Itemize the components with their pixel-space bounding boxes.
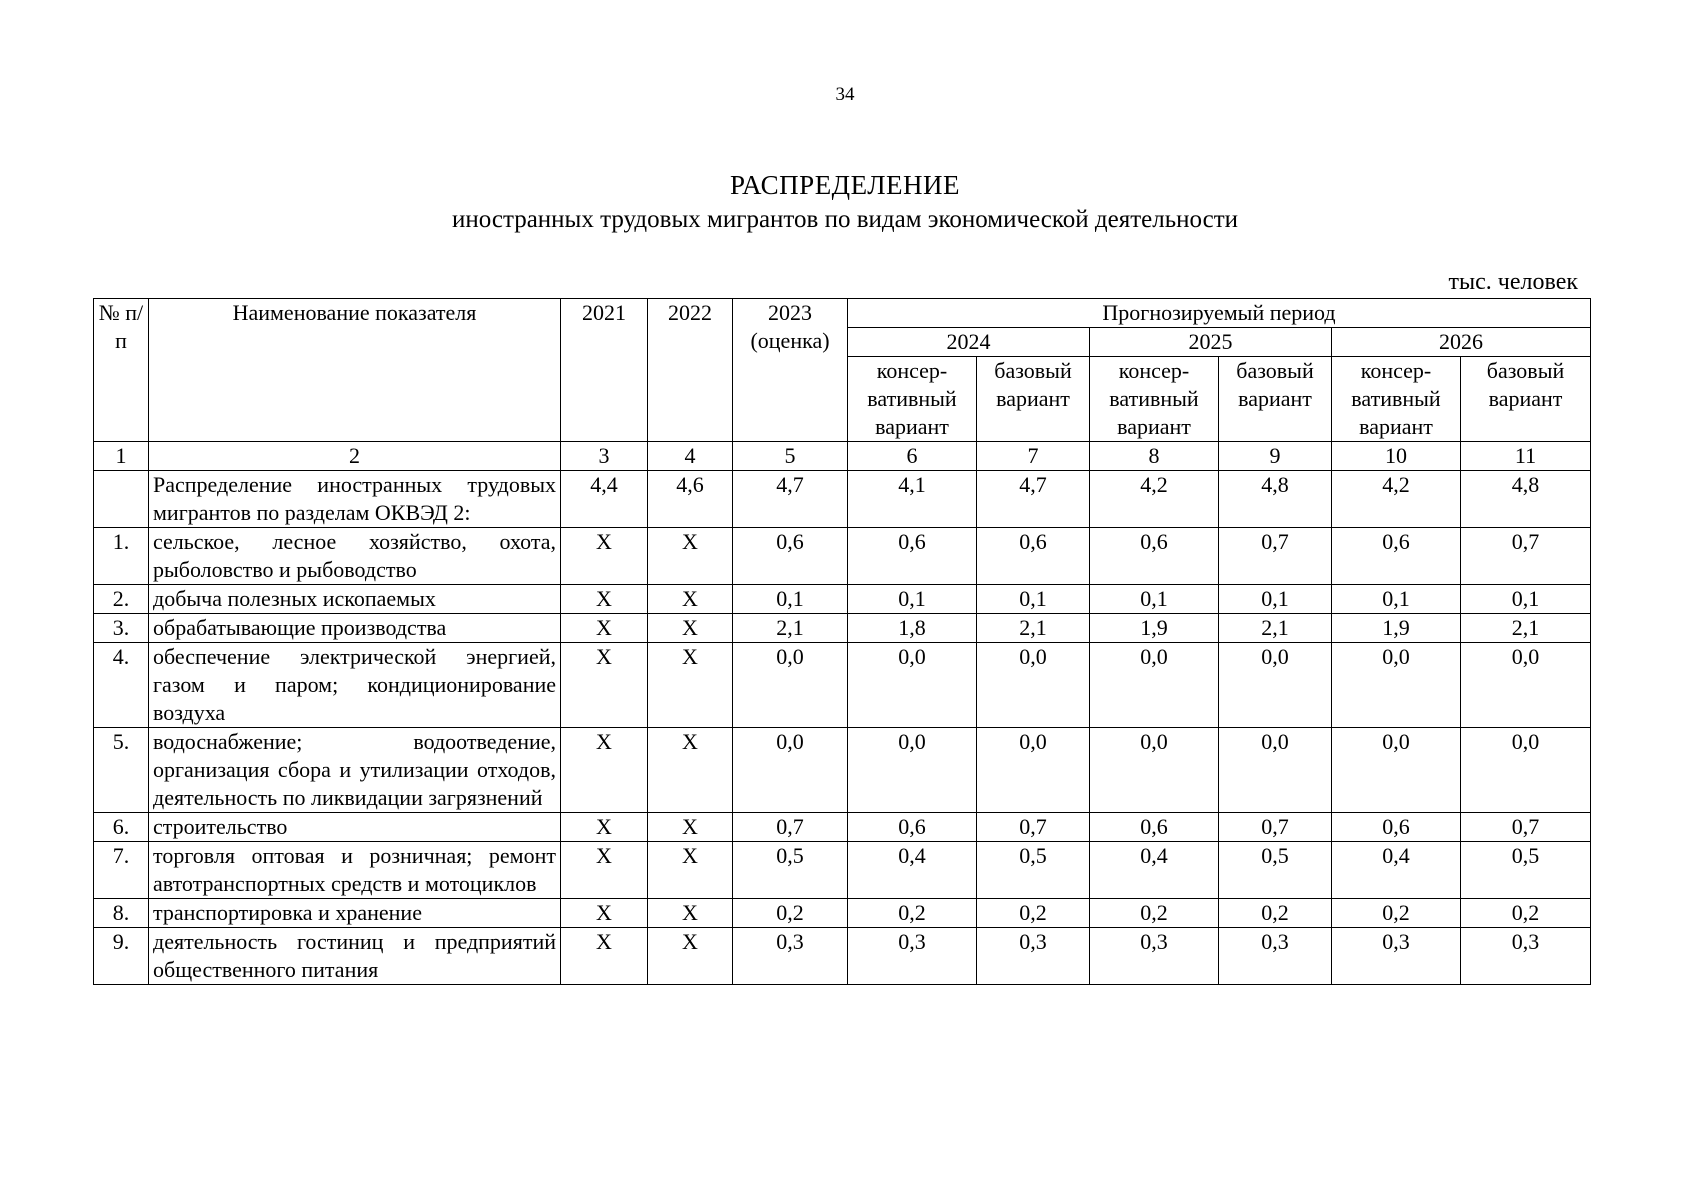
indicator-name: сельское, лесное хозяйство, охота, рыболовство и рыбоводство (149, 528, 561, 585)
value-cell: 0,3 (1219, 928, 1332, 985)
indicator-name: обрабатывающие производства (149, 614, 561, 643)
value-cell: 2,1 (1219, 614, 1332, 643)
value-cell: 0,3 (1461, 928, 1591, 985)
row-number: 6. (94, 813, 149, 842)
indicator-name: строительство (149, 813, 561, 842)
value-cell: 0,5 (977, 842, 1090, 899)
value-cell: 0,0 (1332, 643, 1461, 728)
value-cell: X (561, 842, 648, 899)
header-2023: 2023 (оценка) (733, 299, 848, 442)
page-number: 34 (835, 84, 855, 105)
table-body (94, 471, 1591, 985)
column-number: 2 (149, 442, 561, 471)
value-cell: 0,0 (848, 728, 977, 813)
value-cell: 0,0 (733, 728, 848, 813)
value-cell: X (648, 643, 733, 728)
value-cell: X (648, 728, 733, 813)
value-cell: 0,5 (1219, 842, 1332, 899)
value-cell: 0,2 (1461, 899, 1591, 928)
value-cell: 0,7 (1219, 813, 1332, 842)
value-cell: 0,6 (848, 813, 977, 842)
indicator-name: добыча полезных ископаемых (149, 585, 561, 614)
table-row (94, 899, 1591, 928)
value-cell: X (648, 899, 733, 928)
header-2022: 2022 (648, 299, 733, 442)
indicator-name: торговля оптовая и розничная; ремонт автотранспортных средств и мотоциклов (149, 842, 561, 899)
value-cell: 2,1 (977, 614, 1090, 643)
value-cell: 0,2 (1090, 899, 1219, 928)
value-cell: 0,7 (1219, 528, 1332, 585)
value-cell: 0,0 (1090, 728, 1219, 813)
value-cell: X (648, 842, 733, 899)
value-cell: 4,1 (848, 471, 977, 528)
value-cell: 0,2 (848, 899, 977, 928)
value-cell: 0,0 (1219, 643, 1332, 728)
header-forecast-period: Прогнозируемый период (848, 299, 1591, 328)
value-cell: 0,7 (1461, 528, 1591, 585)
table-row (94, 842, 1591, 899)
indicator-name: Распределение иностранных трудовых мигрантов по разделам ОКВЭД 2: (149, 471, 561, 528)
value-cell: 0,5 (1461, 842, 1591, 899)
row-number: 9. (94, 928, 149, 985)
value-cell: 0,6 (1090, 813, 1219, 842)
table-row (94, 614, 1591, 643)
value-cell: 0,3 (1090, 928, 1219, 985)
value-cell: 0,4 (848, 842, 977, 899)
header-row-1 (94, 299, 1591, 328)
header-2025: 2025 (1090, 328, 1332, 357)
value-cell: X (561, 614, 648, 643)
value-cell: 0,6 (848, 528, 977, 585)
row-number: 4. (94, 643, 149, 728)
row-number: 3. (94, 614, 149, 643)
header-2025-conservative: консер- вативный вариант (1090, 357, 1219, 442)
value-cell: 0,3 (733, 928, 848, 985)
column-number: 10 (1332, 442, 1461, 471)
row-number: 1. (94, 528, 149, 585)
value-cell: 0,1 (733, 585, 848, 614)
column-numbers-row (94, 442, 1591, 471)
value-cell: X (561, 728, 648, 813)
row-number: 5. (94, 728, 149, 813)
value-cell: 0,0 (733, 643, 848, 728)
indicator-name: транспортировка и хранение (149, 899, 561, 928)
value-cell: 4,8 (1219, 471, 1332, 528)
value-cell: 0,2 (1332, 899, 1461, 928)
value-cell: 0,4 (1332, 842, 1461, 899)
value-cell: X (561, 585, 648, 614)
value-cell: 0,1 (1332, 585, 1461, 614)
value-cell: 0,6 (1332, 528, 1461, 585)
value-cell: 0,0 (977, 643, 1090, 728)
table-row (94, 728, 1591, 813)
value-cell: 0,3 (1332, 928, 1461, 985)
column-number: 6 (848, 442, 977, 471)
row-number: 8. (94, 899, 149, 928)
value-cell: 0,0 (977, 728, 1090, 813)
value-cell: 0,1 (977, 585, 1090, 614)
row-number: 7. (94, 842, 149, 899)
table-row (94, 643, 1591, 728)
value-cell: X (561, 528, 648, 585)
value-cell: 0,0 (1461, 643, 1591, 728)
table-row (94, 585, 1591, 614)
value-cell: 0,7 (1461, 813, 1591, 842)
value-cell: 0,6 (1090, 528, 1219, 585)
value-cell: 0,0 (1219, 728, 1332, 813)
header-2024-base: базовый вариант (977, 357, 1090, 442)
header-2026-conservative: консер- вативный вариант (1332, 357, 1461, 442)
value-cell: 0,2 (1219, 899, 1332, 928)
value-cell: 4,2 (1332, 471, 1461, 528)
column-number: 9 (1219, 442, 1332, 471)
value-cell: X (648, 614, 733, 643)
value-cell: X (561, 928, 648, 985)
migrants-distribution-table (93, 298, 1591, 985)
value-cell: 0,5 (733, 842, 848, 899)
value-cell: 0,2 (977, 899, 1090, 928)
indicator-name: деятельность гостиниц и предприятий общественного питания (149, 928, 561, 985)
header-2024: 2024 (848, 328, 1090, 357)
value-cell: 4,7 (977, 471, 1090, 528)
indicator-name: обеспечение электрической энергией, газом и паром; кондиционирование воздуха (149, 643, 561, 728)
value-cell: 0,6 (733, 528, 848, 585)
header-no: № п/п (94, 299, 149, 442)
column-number: 11 (1461, 442, 1591, 471)
header-2025-base: базовый вариант (1219, 357, 1332, 442)
value-cell: 0,2 (733, 899, 848, 928)
row-number: 2. (94, 585, 149, 614)
value-cell: X (561, 813, 648, 842)
header-2024-conservative: консер- вативный вариант (848, 357, 977, 442)
value-cell: 0,0 (848, 643, 977, 728)
value-cell: X (561, 643, 648, 728)
value-cell: 4,8 (1461, 471, 1591, 528)
value-cell: 0,1 (848, 585, 977, 614)
value-cell: 0,7 (733, 813, 848, 842)
units-label: тыс. человек (1448, 269, 1578, 295)
value-cell: 4,4 (561, 471, 648, 528)
header-name: Наименование показателя (149, 299, 561, 442)
value-cell: 0,4 (1090, 842, 1219, 899)
value-cell: 2,1 (733, 614, 848, 643)
value-cell: 0,0 (1332, 728, 1461, 813)
column-number: 5 (733, 442, 848, 471)
column-number: 3 (561, 442, 648, 471)
document-title: РАСПРЕДЕЛЕНИЕ (729, 170, 961, 200)
column-number: 1 (94, 442, 149, 471)
value-cell: 0,1 (1461, 585, 1591, 614)
value-cell: 4,2 (1090, 471, 1219, 528)
header-2026: 2026 (1332, 328, 1591, 357)
row-number (94, 471, 149, 528)
table-row (94, 813, 1591, 842)
value-cell: 0,6 (1332, 813, 1461, 842)
value-cell: 0,7 (977, 813, 1090, 842)
value-cell: 0,1 (1090, 585, 1219, 614)
value-cell: 4,7 (733, 471, 848, 528)
value-cell: X (648, 813, 733, 842)
value-cell: 0,3 (848, 928, 977, 985)
table-row (94, 471, 1591, 528)
value-cell: X (648, 528, 733, 585)
header-2026-base: базовый вариант (1461, 357, 1591, 442)
value-cell: X (648, 928, 733, 985)
value-cell: 4,6 (648, 471, 733, 528)
value-cell: 0,3 (977, 928, 1090, 985)
value-cell: 1,8 (848, 614, 977, 643)
value-cell: X (561, 899, 648, 928)
value-cell: 0,6 (977, 528, 1090, 585)
column-number: 8 (1090, 442, 1219, 471)
column-number: 4 (648, 442, 733, 471)
value-cell: 0,1 (1219, 585, 1332, 614)
value-cell: 0,0 (1090, 643, 1219, 728)
value-cell: X (648, 585, 733, 614)
table-row (94, 528, 1591, 585)
value-cell: 1,9 (1332, 614, 1461, 643)
indicator-name: водоснабжение; водоотведение, организация сбора и утилизации отходов, деятельность по ликвидации загрязнений (149, 728, 561, 813)
table-row (94, 928, 1591, 985)
value-cell: 0,0 (1461, 728, 1591, 813)
document-subtitle: иностранных трудовых мигрантов по видам экономической деятельности (452, 206, 1238, 233)
column-number: 7 (977, 442, 1090, 471)
header-2021: 2021 (561, 299, 648, 442)
value-cell: 2,1 (1461, 614, 1591, 643)
value-cell: 1,9 (1090, 614, 1219, 643)
